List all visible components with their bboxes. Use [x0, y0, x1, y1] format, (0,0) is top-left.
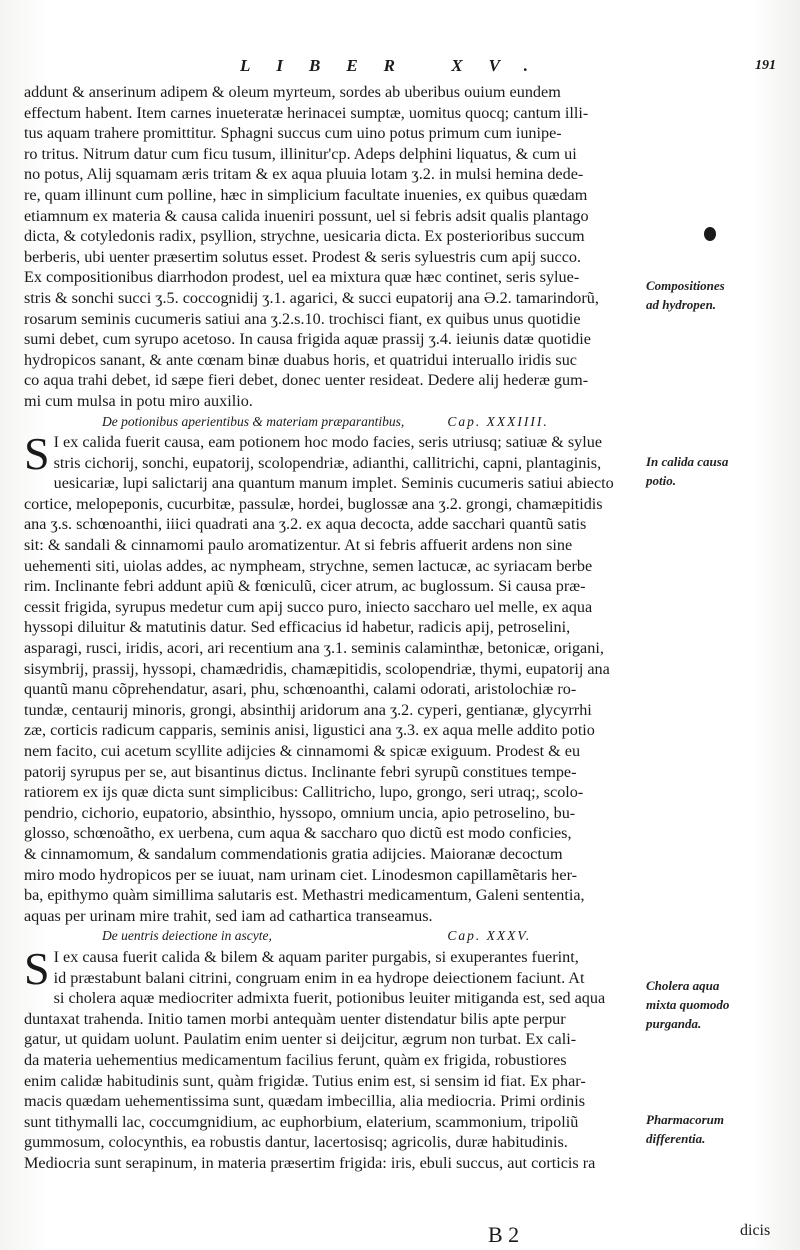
text-line: uehementi siti, uiolas addes, ac nympheam, strychne, semen lactucæ, ac syriacam berbe	[24, 556, 593, 575]
text-line: addunt & anserinum adipem & oleum myrteum, sordes ab uberibus ouium eundem	[24, 83, 561, 101]
text-line: sunt tithymalli lac, coccumgnidium, ac euphorbium, elaterium, scammonium, tripoliũ	[24, 1112, 579, 1131]
margin-note-line: potio.	[646, 473, 676, 488]
text-line: hyssopi diluitur & matutinis datur. Sed efficacius id habetur, radicis apij, petroselini,	[24, 618, 571, 637]
text-line: patorij syrupus per se, aut bisantinus dictus. Inclinante febri syrupũ constitues tempe-	[24, 762, 577, 781]
text-line: nem facito, cui acetum scyllite adijcies & cinnamomi & spicæ exiguum. Prodest & eu	[24, 742, 581, 760]
text-line: re, quam illinunt cum polline, hæc in simplicium facultate inuenies, ex quibus quædam	[24, 185, 588, 204]
text-line: asparagi, rusci, iridis, acori, ari recentium ana ʒ.1. seminis calaminthæ, betonicæ, origani,	[24, 639, 604, 658]
text-line: ana ʒ.s. schœnoanthi, iiici quadrati ana ʒ.2. ex aqua decocta, adde sacchari quantũ satis	[24, 515, 587, 534]
main-text-column	[24, 82, 642, 1173]
text-line: glosso, schœnoãtho, ex uerbena, cum aqua & saccharo quo dictũ est modo conficies,	[24, 824, 572, 843]
text-line: sit: & sandali & cinnamomi paulo aromatizentur. At si febris affuerit ardens non sine	[24, 536, 573, 555]
text-line: Ex compositionibus diarrhodon prodest, uel ea mixtura quæ hæc continet, seris sylue-	[24, 268, 580, 287]
drop-capital: S	[24, 942, 50, 994]
chapter-heading	[24, 926, 642, 947]
paragraph-continuation	[24, 82, 642, 412]
text-line: stris & sonchi succi ʒ.5. coccognidij ʒ.1. agarici, & succi eupatorij ana Ə.2. tamarindorũ,	[24, 288, 599, 307]
margin-note-cholera	[646, 976, 796, 1033]
margin-note-line: Pharmacorum	[646, 1112, 725, 1127]
text-line: sumi debet, cum syrupo acetoso. In causa frigida aquæ prassij ʒ.4. ieiunis datæ quotidie	[24, 330, 591, 349]
chapter-body	[24, 428, 642, 926]
text-line: tundæ, centaurij minoris, grongi, absinthij aridorum ana ʒ.2. cyperi, gentianæ, glycyrrhi	[24, 700, 592, 719]
margin-note-in-calida	[646, 452, 796, 490]
text-line: ratiorem ex ijs quæ dicta sunt simplicibus: Callitricho, lupo, grongo, seri utraq;, scolo-	[24, 783, 584, 802]
text-line: tus aquam trahere promittitur. Sphagni succus cum uino potus primum cum iunipe-	[24, 124, 562, 143]
text-line: da materia uehementius medicamentum facilius ferunt, quàm ex frigida, robustiores	[24, 1050, 567, 1069]
drop-capital: S	[24, 428, 50, 480]
folio-number: 191	[755, 58, 776, 73]
running-head: LIBER XV.	[240, 56, 555, 75]
text-line: enim calidæ habitudinis sunt, quàm frigidæ. Tutius enim est, si sensim id fiat. Ex phar-	[24, 1071, 586, 1090]
text-line: macis quædam uehementissima sunt, quædam imbecillia, alia mediocria. Primi ordinis	[24, 1092, 586, 1111]
ink-blot	[704, 227, 716, 241]
text-line: gatur, ut quidam uolunt. Paulatim enim uenter si deijcitur, ægrum non turbat. Ex cali-	[24, 1030, 577, 1049]
text-line: uesicariæ, lupi salictarij ana quantum manum implet. Seminis cucumeris satiui abiecto	[53, 474, 614, 493]
text-line: quantũ manu cõprehendatur, asari, phu, schœnoanthi, calami odorati, aristolochiæ ro-	[24, 680, 577, 699]
text-line: co aqua trahi debet, id sæpe fieri debet, donec uenter resideat. Dedere alij hederæ gum-	[24, 371, 589, 390]
catchword: dicis	[740, 1222, 771, 1239]
text-line: sisymbrij, prassij, hyssopi, chamædridis, chamæpitidis, scolopendriæ, thymi, eupatorij ana	[24, 659, 610, 678]
chapter-title: De potionibus aperientibus & materiam præparantibus,	[102, 413, 405, 429]
margin-note-line: Cholera aqua	[646, 978, 720, 993]
margin-note-line: differentia.	[646, 1131, 706, 1146]
text-line: berberis, ubi uenter præsertim solutus esset. Prodest & seris syluestris cum apij succo.	[24, 247, 582, 266]
text-line: dicta, & cotyledonis radix, psyllion, strychne, uesicaria dicta. Ex posterioribus succum	[24, 227, 585, 246]
text-line: effectum habent. Item carnes inueteratæ herinacei sumptæ, uomitus quocq; cantum illi-	[24, 103, 589, 122]
text-line: ro tritus. Nitrum datur cum ficu tusum, illinitur'cp. Adeps delphini liquatus, & cum ui	[24, 144, 577, 163]
chapter-heading	[24, 412, 642, 433]
text-line: zæ, corticis radicum capparis, seminis anisi, ligustici ana ʒ.3. ex aqua melle addito potio	[24, 721, 595, 740]
text-line: gummosum, colocynthis, ea robustis dantur, lacertosisq; agricolis, duræ habitudinis.	[24, 1133, 568, 1152]
text-line: stris cichorij, sonchi, eupatorij, scolopendriæ, adianthi, callitrichi, capni, plantaginis,	[53, 453, 602, 472]
chapter-number: Cap. XXXIIII.	[447, 413, 549, 429]
chapter-number: Cap. XXXV.	[447, 928, 532, 944]
text-line: cortice, melopeponis, cucurbitæ, passulæ, hordei, buglossæ ana ʒ.2. grongi, chamæpitidis	[24, 494, 603, 513]
text-line: & cinnamomum, & sandalum commendationis gratia adijcies. Maioranæ decoctum	[24, 844, 563, 863]
text-line: aquas per urinam mire trahit, sed iam ad cathartica transeamus.	[24, 906, 433, 925]
text-line: Mediocria sunt serapinum, in materia præsertim frigida: iris, ebuli succus, aut corticis ra	[24, 1153, 596, 1172]
text-line: cessit frigida, syrupus medetur cum apij succo puro, iniecto saccharo uel melle, ex aqua	[24, 597, 593, 616]
margin-note-line: In calida causa	[646, 454, 729, 469]
text-line: duntaxat trahenda. Initio tamen morbi antequàm uenter distendatur bilis apte perpur	[24, 1009, 566, 1028]
chapter-title: De uentris deiectione in ascyte,	[102, 928, 272, 944]
text-line: si cholera aquæ mediocriter admixta fuerit, potionibus leuiter mitiganda est, sed aqua	[53, 989, 606, 1008]
text-line: miro modo hydropicos per se iuuat, nam urinam ciet. Linodesmon capillamẽtaris her-	[24, 865, 578, 884]
text-line: I ex calida fuerit causa, eam potionem hoc modo facies, seris utriusq; satiuæ & sylue	[53, 433, 603, 452]
margin-note-line: purganda.	[646, 1016, 702, 1031]
text-line: rosarum seminis cucumeris satiui ana ʒ.2.s.10. trochisci fiant, ex quibus unus quotidie	[24, 309, 581, 328]
signature-mark: B 2	[488, 1222, 520, 1247]
text-line: rim. Inclinante febri addunt apiũ & fœniculũ, cicer atrum, ac buglossum. Si causa præ-	[24, 577, 586, 596]
text-line: etiamnum ex materia & causa calida inueniri possunt, uel si febris adsit qualis plantago	[24, 206, 589, 225]
text-line: ba, epithymo quàm simillima salutaris est. Methastri medicamentum, Galeni sententia,	[24, 886, 585, 905]
text-line: hydropicos sanant, & ante cœnam binæ duabus horis, et quatridui interuallo iridis suc	[24, 350, 577, 369]
margin-note-compositiones	[646, 276, 796, 314]
margin-note-line: Compositiones	[646, 278, 725, 293]
text-line: pendrio, cichorio, eupatorio, absinthio, hyssopo, omnium uncia, apio petroselino, bu-	[24, 803, 576, 822]
text-line: no potus, Alij squamam æris tritam & ex aqua pluuia lotam ʒ.2. in mulsi hemina dede-	[24, 165, 584, 184]
margin-note-pharmacorum	[646, 1110, 796, 1148]
text-line: I ex causa fuerit calida & bilem & aquam pariter purgabis, si exuperantes fuerint,	[53, 947, 579, 966]
margin-note-line: ad hydropen.	[646, 297, 717, 312]
chapter-body	[24, 942, 642, 1174]
text-line: mi cum mulsa in potu miro auxilio.	[24, 391, 253, 410]
margin-note-line: mixta quomodo	[646, 997, 730, 1012]
text-line: id præstabunt balani citrini, congruam enim in ea hydrope deiectionem faciunt. At	[53, 968, 585, 987]
